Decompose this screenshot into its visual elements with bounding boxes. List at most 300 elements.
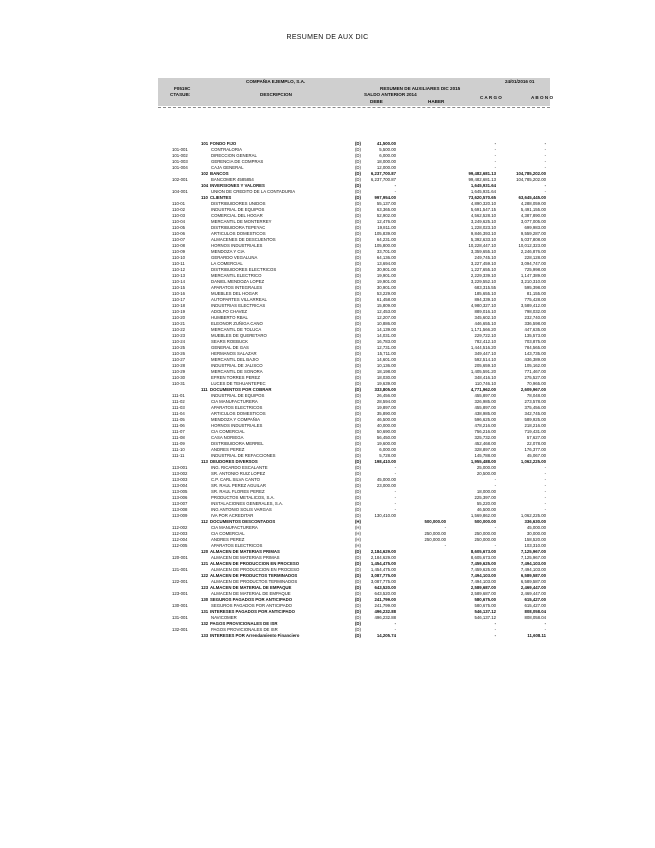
- account-nature: (D): [355, 165, 361, 170]
- cargo-amount: 2,589,687.00: [470, 591, 496, 596]
- abono-amount: 104,785,202.00: [516, 177, 546, 182]
- saldo-haber: -: [444, 543, 446, 548]
- header-separator: [158, 107, 550, 108]
- cargo-amount: 110,746.10: [474, 381, 496, 386]
- cargo-amount: 326,985.00: [474, 399, 496, 404]
- saldo-debe: 14,139.00: [376, 327, 396, 332]
- description-label: DESCRIPCION: [260, 92, 292, 97]
- cargo-amount: 782,412.10: [474, 339, 496, 344]
- account-nature: (D): [355, 423, 361, 428]
- abono-amount: 4,288,059.00: [520, 201, 546, 206]
- cargo-amount: 3,229,552.10: [470, 279, 496, 284]
- saldo-debe: 12,731.00: [376, 345, 396, 350]
- saldo-debe: 26,456.00: [376, 393, 396, 398]
- cargo-amount: 325,732.00: [474, 435, 496, 440]
- account-description: CIA COMERCIAL: [211, 531, 245, 536]
- account-code: 132-001: [172, 627, 188, 632]
- cargo-amount: 894,339.10: [474, 297, 496, 302]
- group-code: 111: [201, 387, 208, 392]
- cargo-amount: 9,846,393.10: [470, 231, 496, 236]
- group-code: 120: [201, 549, 209, 554]
- account-description: ALMACEN DE PRODUCTOS TERMINADOS: [210, 573, 298, 578]
- account-code: 111-08: [172, 435, 185, 440]
- account-nature: (D): [355, 195, 361, 200]
- abono-amount: -: [544, 183, 546, 188]
- account-code: 110-20: [172, 315, 186, 320]
- account-nature: (D): [355, 183, 361, 188]
- saldo-debe: 6,237,700.87: [370, 177, 396, 182]
- abono-amount: 784,565.00: [524, 345, 546, 350]
- account-nature: (D): [355, 633, 361, 638]
- cargo-amount: -: [494, 141, 496, 146]
- cargo-amount: 1,645,931.64: [470, 189, 496, 194]
- cargo-amount: 3,227,459.10: [470, 261, 496, 266]
- cargo-amount: 1,228,023.10: [470, 225, 496, 230]
- group-code: 122: [201, 573, 209, 578]
- cargo-amount: 4,980,327.10: [470, 303, 496, 308]
- account-nature: (D): [355, 471, 361, 476]
- account-code: 123-001: [172, 591, 188, 596]
- abono-amount: 703,875.00: [524, 339, 546, 344]
- abono-amount: 7,125,967.00: [520, 549, 546, 554]
- account-description: ALMACEN DE MATERIAS PRIMAS: [211, 555, 280, 560]
- abono-amount: 798,032.00: [524, 309, 546, 314]
- account-description: INDUSTRIAL DE EQUIPOS: [211, 207, 265, 212]
- abono-amount: 70,965.00: [526, 381, 546, 386]
- abono-amount: 336,598.00: [524, 321, 546, 326]
- account-code: 110-10: [172, 255, 186, 260]
- account-nature: (D): [355, 171, 361, 176]
- cargo-amount: 7,459,625.00: [470, 567, 496, 572]
- abono-amount: 2,469,447.00: [520, 585, 546, 590]
- cargo-amount: 889,016.10: [474, 309, 496, 314]
- saldo-debe: 1,454,475.00: [370, 567, 396, 572]
- cargo-amount: -: [494, 159, 496, 164]
- account-nature: (D): [355, 405, 361, 410]
- account-code: 111-06: [172, 423, 185, 428]
- cargo-amount: 580,675.00: [474, 603, 496, 608]
- cargo-amount: 46,500.00: [476, 507, 496, 512]
- cargo-amount: -: [494, 147, 496, 152]
- abono-amount: 1,062,225.00: [520, 513, 546, 518]
- cargo-amount: 4,562,528.10: [470, 213, 496, 218]
- saldo-debe: 53,229.00: [376, 291, 396, 296]
- abono-amount: 228,128.00: [524, 255, 546, 260]
- saldo-debe: 33,701.00: [376, 249, 396, 254]
- account-nature: (D): [355, 627, 361, 632]
- account-description: ANDRES PEREZ: [211, 447, 245, 452]
- account-code: 130-001: [172, 603, 188, 608]
- account-description: MENDOZA Y CIA: [211, 249, 245, 254]
- abono-amount: 3,077,005.00: [520, 219, 546, 224]
- cargo-amount: 546,137.12: [474, 609, 496, 614]
- abono-amount: 176,377.00: [524, 447, 546, 452]
- cargo-amount: 20,500.00: [476, 471, 496, 476]
- account-nature: (D): [355, 477, 361, 482]
- account-nature: (D): [355, 501, 361, 506]
- cargo-amount: 250,000.00: [474, 537, 496, 542]
- abono-amount: -: [544, 153, 546, 158]
- saldo-label: SALDO ANTERIOR 2014: [364, 92, 417, 97]
- account-code: 110-09: [172, 249, 186, 254]
- saldo-debe: 997,954.00: [374, 195, 396, 200]
- saldo-debe: 64,136.00: [376, 255, 396, 260]
- cargo-amount: 25,000.00: [476, 465, 496, 470]
- account-nature: (D): [355, 339, 361, 344]
- saldo-debe: -: [394, 471, 396, 476]
- abono-amount: 3,094,747.00: [520, 261, 546, 266]
- account-code: 110-07: [172, 237, 186, 242]
- abono-amount: 7,494,103.00: [520, 561, 546, 566]
- account-description: CASA NORIEGA: [211, 435, 244, 440]
- account-description: APARATOS ELECTRICOS: [211, 405, 263, 410]
- group-code: 104: [201, 183, 209, 188]
- saldo-debe: 14,205.74: [376, 633, 396, 638]
- saldo-debe: 3,087,775.00: [370, 573, 396, 578]
- account-nature: (D): [355, 465, 361, 470]
- abono-amount: 615,427.00: [524, 597, 546, 602]
- account-code: 110-17: [172, 297, 186, 302]
- account-description: DOCUMENTOS DESCONTADOS: [210, 519, 276, 524]
- company-name: COMPAÑIA EJEMPLO, S.A.: [246, 79, 306, 84]
- saldo-haber: 250,000.00: [424, 537, 446, 542]
- cargo-amount: 99,482,681.13: [468, 171, 496, 176]
- saldo-debe: 241,799.00: [374, 603, 396, 608]
- account-code: 110-01: [172, 201, 186, 206]
- account-description: DISTRIBUIDORA TEPEYAC: [211, 225, 266, 230]
- saldo-debe: 61,458.00: [376, 297, 396, 302]
- abono-amount: 5,491,155.00: [520, 207, 546, 212]
- saldo-haber: -: [444, 525, 446, 530]
- cargo-amount: -: [494, 477, 496, 482]
- debe-label: DEBE: [370, 99, 383, 104]
- account-code: 111-04: [172, 411, 185, 416]
- cargo-amount: 4,890,320.10: [470, 201, 496, 206]
- abono-amount: -: [544, 165, 546, 170]
- abono-amount: 2,246,876.00: [520, 249, 546, 254]
- account-nature: (D): [355, 147, 361, 152]
- saldo-debe: 496,232.88: [374, 609, 396, 614]
- account-description: INDUSTRIAL DE EQUIPOS: [211, 393, 265, 398]
- account-code: 101-001: [172, 147, 188, 152]
- saldo-debe: 241,799.00: [374, 597, 396, 602]
- abono-amount: -: [544, 627, 546, 632]
- account-nature: (D): [355, 285, 361, 290]
- abono-amount: 45,067.00: [526, 453, 546, 458]
- abono-amount: 11,608.11: [527, 633, 546, 638]
- cargo-amount: 225,397.00: [474, 495, 496, 500]
- saldo-debe: -: [394, 489, 396, 494]
- account-nature: (D): [355, 615, 361, 620]
- account-nature: (D): [355, 261, 361, 266]
- account-description: CIA COMERCIAL: [211, 429, 245, 434]
- account-description: DISTRIBUIDORES ELECTRICOS: [211, 267, 277, 272]
- abono-amount: 447,635.00: [524, 327, 546, 332]
- cargo-amount: 596,625.00: [474, 417, 496, 422]
- account-code: 111-03: [172, 405, 185, 410]
- account-nature: (D): [355, 579, 361, 584]
- abono-amount: 771,467.00: [524, 369, 546, 374]
- report-name: RESUMEN DE AUXILIARES DIC 2015: [380, 86, 461, 91]
- saldo-debe: 19,639.00: [376, 381, 396, 386]
- account-code: 112-004: [172, 537, 188, 542]
- abono-amount: -: [544, 621, 546, 626]
- account-nature: (D): [355, 375, 361, 380]
- abono-amount: 1,062,225.00: [520, 459, 546, 464]
- saldo-debe: 12,453.00: [376, 309, 396, 314]
- group-code: 131: [201, 609, 209, 614]
- cargo-amount: 5,392,633.10: [470, 237, 496, 242]
- account-nature: (D): [355, 453, 361, 458]
- cargo-amount: 345,602.10: [474, 315, 496, 320]
- saldo-debe: 10,136.00: [376, 363, 396, 368]
- account-description: MERCANTIL DE TOLUCA: [211, 327, 262, 332]
- account-nature: (D): [355, 207, 361, 212]
- account-nature: (D): [355, 459, 361, 464]
- account-code: 112-003: [172, 531, 188, 536]
- account-code: 110-16: [172, 291, 186, 296]
- account-code: 110-26: [172, 351, 186, 356]
- haber-label: HABER: [428, 99, 445, 104]
- account-description: SR. RAUL PEREZ AGUILAR: [211, 483, 266, 488]
- group-code: 113: [201, 459, 208, 464]
- account-description: CONTRALORIA: [211, 147, 243, 152]
- group-code: 123: [201, 585, 209, 590]
- abono-amount: 45,000.00: [526, 525, 546, 530]
- cargo-amount: 1,405,591.20: [470, 369, 496, 374]
- cargo-amount: 580,675.00: [474, 597, 496, 602]
- account-description: ALMACEN DE MATERIAL DE EMPAQUE: [211, 591, 291, 596]
- abono-amount: 143,735.00: [524, 351, 546, 356]
- account-code: 113-008: [172, 507, 188, 512]
- account-description: ALMACEN DE PRODUCTOS TERMINADOS: [211, 579, 298, 584]
- account-nature: (D): [355, 327, 361, 332]
- abono-amount: 275,527.00: [524, 375, 546, 380]
- abono-amount: -: [544, 159, 546, 164]
- saldo-debe: -: [394, 189, 396, 194]
- cargo-amount: 438,985.00: [474, 411, 496, 416]
- account-description: GERARDO VEGALUNA: [211, 255, 258, 260]
- cargo-amount: 446,655.10: [474, 321, 496, 326]
- group-code: 112: [201, 519, 208, 524]
- account-nature: (D): [355, 507, 361, 512]
- account-code: 131-001: [172, 615, 188, 620]
- abono-amount: -: [544, 501, 546, 506]
- account-code: 110-12: [172, 267, 186, 272]
- account-code: 111-05: [172, 417, 185, 422]
- account-code: 110-27: [172, 357, 186, 362]
- account-nature: (D): [355, 249, 361, 254]
- account-description: CIA MANUFACTURERA: [211, 525, 258, 530]
- account-description: LA COMERCIAL: [211, 261, 243, 266]
- group-code: 101: [201, 141, 209, 146]
- account-nature: (D): [355, 411, 361, 416]
- cargo-amount: 3,359,655.10: [470, 249, 496, 254]
- account-description: INDUSTRIAL DE JALISCO: [211, 363, 263, 368]
- cargo-amount: 2,589,687.00: [470, 585, 496, 590]
- account-description: SEGUROS PAGADOS POR ANTICIPADO: [210, 597, 293, 602]
- cargo-amount: 455,897.00: [474, 405, 496, 410]
- group-code: 132: [201, 621, 209, 626]
- account-description: BANCOMER 4585854: [211, 177, 254, 182]
- account-nature: (D): [355, 597, 361, 602]
- account-code: 122-001: [172, 579, 188, 584]
- account-sub-label: CTASUB:: [170, 92, 191, 97]
- abono-amount: -: [544, 483, 546, 488]
- account-nature: (D): [355, 291, 361, 296]
- abono-amount: 57,627.00: [526, 435, 546, 440]
- abono-amount: 615,427.00: [524, 603, 546, 608]
- saldo-debe: 2,184,629.00: [370, 555, 396, 560]
- cargo-amount: 5,691,547.15: [470, 207, 496, 212]
- account-nature: (H): [355, 543, 361, 548]
- cargo-amount: 500,000.00: [474, 519, 496, 524]
- saldo-debe: 19,811.00: [377, 225, 396, 230]
- account-nature: (D): [355, 219, 361, 224]
- saldo-debe: 6,237,700.87: [370, 171, 396, 176]
- cargo-amount: 1,444,516.20: [470, 345, 496, 350]
- saldo-debe: 6,000.00: [379, 447, 396, 452]
- saldo-debe: 5,500.00: [379, 147, 396, 152]
- account-description: SEGUROS PAGADOS POR ANTICIPADO: [211, 603, 293, 608]
- abono-amount: 375,456.00: [524, 405, 546, 410]
- cargo-amount: 55,220.00: [476, 501, 496, 506]
- account-nature: (D): [355, 303, 361, 308]
- cargo-amount: 4,771,962.00: [470, 387, 496, 392]
- account-code: 120-001: [172, 555, 188, 560]
- account-description: MERCANTIL DEL BAJIO: [211, 357, 259, 362]
- account-nature: (D): [355, 255, 361, 260]
- account-code: 101-004: [172, 165, 188, 170]
- account-nature: (D): [355, 363, 361, 368]
- abono-amount: 273,578.00: [524, 399, 546, 404]
- account-description: C.P. CARL SILVA CANTO: [211, 477, 260, 482]
- cargo-amount: 1,955,488.00: [470, 459, 496, 464]
- cargo-amount: 145,788.00: [474, 453, 496, 458]
- account-nature: (D): [355, 225, 361, 230]
- saldo-debe: 2,184,629.00: [370, 549, 396, 554]
- abono-label: A B O N O: [531, 95, 554, 100]
- saldo-debe: 5,728.00: [379, 453, 396, 458]
- account-nature: (D): [355, 159, 361, 164]
- saldo-debe: 18,030.00: [376, 375, 396, 380]
- abono-amount: 775,428.00: [524, 297, 546, 302]
- account-nature: (D): [355, 495, 361, 500]
- abono-amount: -: [544, 495, 546, 500]
- account-description: SR. ANTONIO RUIZ LOPEZ: [211, 471, 266, 476]
- account-code: 102-001: [172, 177, 188, 182]
- account-nature: (D): [355, 213, 361, 218]
- account-description: SEARS ROEBUCK: [211, 339, 249, 344]
- abono-amount: -: [544, 189, 546, 194]
- cargo-amount: -: [494, 543, 496, 548]
- abono-amount: 232,740.00: [524, 315, 546, 320]
- account-code: 104-001: [172, 189, 188, 194]
- account-nature: (D): [355, 321, 361, 326]
- abono-amount: 1,147,389.00: [520, 273, 546, 278]
- account-code: 112-005: [172, 543, 188, 548]
- account-description: DOCUMENTOS POR COBRAR: [210, 387, 272, 392]
- account-description: INVERSIONES Y VALORES: [210, 183, 265, 188]
- cargo-amount: -: [494, 633, 496, 638]
- saldo-debe: -: [394, 501, 396, 506]
- account-code: 110-03: [172, 213, 186, 218]
- saldo-debe: 643,520.00: [374, 585, 396, 590]
- account-nature: (D): [355, 351, 361, 356]
- account-description: ALMACEN DE MATERIAL DE EMPAQUE: [210, 585, 292, 590]
- cargo-amount: 455,897.00: [474, 393, 496, 398]
- account-nature: (D): [355, 447, 361, 452]
- saldo-debe: 52,902.00: [376, 213, 396, 218]
- account-description: ANDRES PEREZ: [211, 537, 245, 542]
- account-code: 113-007: [172, 501, 188, 506]
- abono-amount: 104,785,202.00: [516, 171, 546, 176]
- cargo-amount: -: [494, 627, 496, 632]
- saldo-debe: 18,000.00: [376, 159, 396, 164]
- account-description: BANCOS: [210, 171, 229, 176]
- saldo-debe: 16,783.00: [376, 339, 396, 344]
- abono-amount: -: [544, 141, 546, 146]
- account-description: CIA MANUFACTURERA: [211, 399, 258, 404]
- account-description: INTERESES POR Arrendamiento Financiero: [210, 633, 300, 638]
- account-description: DEUDORES DIVERSOS: [210, 459, 258, 464]
- account-nature: (D): [355, 237, 361, 242]
- report-header: [158, 78, 554, 106]
- cargo-amount: 1,645,931.64: [470, 183, 496, 188]
- saldo-debe: 105,800.00: [374, 243, 396, 248]
- account-description: PAGOS PROVICIONALES DE ISR: [211, 627, 278, 632]
- account-code: 110-28: [172, 363, 186, 368]
- account-description: MERCANTIL DE MONTERREY: [211, 219, 272, 224]
- account-label: F0519C: [174, 86, 191, 91]
- account-description: ALMACEN DE MATERIAS PRIMAS: [210, 549, 280, 554]
- abono-amount: 6,589,587.00: [520, 573, 546, 578]
- account-description: MUEBLES DEL HOGAR: [211, 291, 258, 296]
- cargo-amount: 683,315.55: [474, 285, 496, 290]
- abono-amount: 595,398.00: [524, 285, 546, 290]
- saldo-debe: 14,031.00: [376, 333, 396, 338]
- saldo-debe: 46,500.00: [376, 417, 396, 422]
- cargo-amount: 73,620,570.65: [468, 195, 496, 200]
- abono-amount: 81,155.00: [526, 291, 546, 296]
- abono-amount: 7,494,103.00: [520, 567, 546, 572]
- saldo-debe: 56,450.00: [376, 435, 396, 440]
- saldo-haber: 250,000.00: [424, 531, 446, 536]
- cargo-amount: 10,228,447.10: [468, 243, 496, 248]
- account-group-row: [158, 633, 550, 639]
- account-code: 110-25: [172, 345, 186, 350]
- account-code: 111-02: [172, 399, 185, 404]
- account-nature: (D): [355, 609, 361, 614]
- abono-amount: 7,125,967.00: [520, 555, 546, 560]
- account-code: 110-30: [172, 375, 186, 380]
- abono-amount: 135,573.00: [524, 333, 546, 338]
- account-code: 111-10: [172, 447, 185, 452]
- account-description: ADOLFO CHAVEZ: [211, 309, 247, 314]
- abono-amount: -: [544, 147, 546, 152]
- cargo-amount: 478,216.00: [474, 423, 496, 428]
- account-code: 110-14: [172, 279, 186, 284]
- account-description: SR. RAUL FLORES PEREZ: [211, 489, 265, 494]
- abono-amount: 719,431.00: [524, 429, 546, 434]
- abono-amount: 342,745.00: [524, 411, 546, 416]
- account-code: 110-13: [172, 273, 186, 278]
- account-description: HORNOS INDUSTRIALES: [211, 243, 263, 248]
- account-nature: (D): [355, 279, 361, 284]
- abono-amount: 30,000.00: [526, 531, 546, 536]
- saldo-haber: 500,000.00: [424, 519, 446, 524]
- account-code: 113-005: [172, 489, 188, 494]
